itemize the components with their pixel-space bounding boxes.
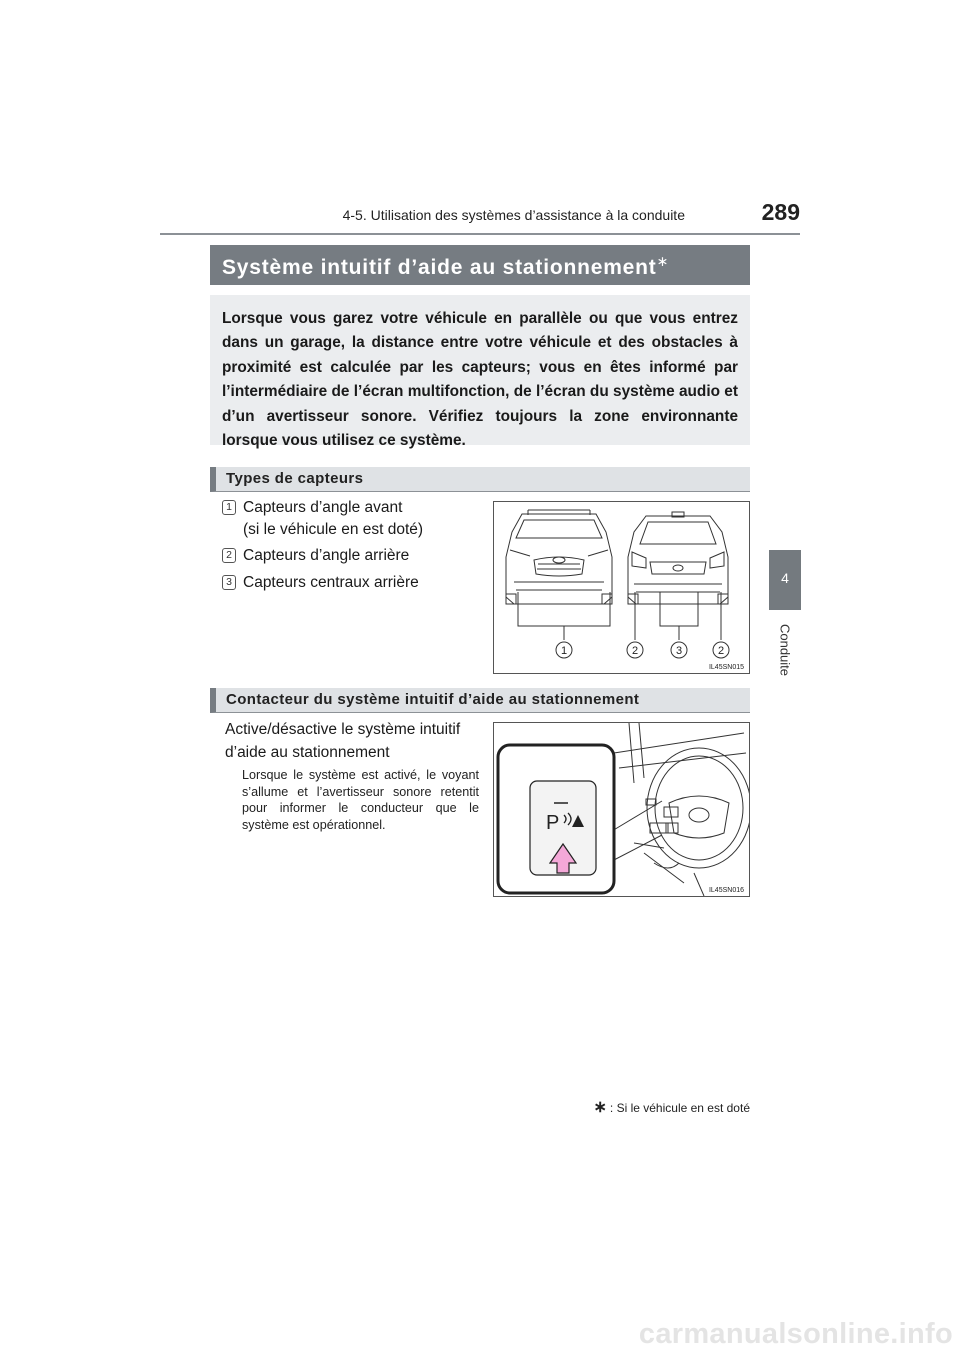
header-divider	[160, 233, 800, 235]
asterisk-icon: ∗	[593, 1099, 607, 1116]
callout-number: 2	[222, 548, 236, 563]
page-number: 289	[761, 199, 800, 225]
list-item-subtext: (si le véhicule en est doté)	[243, 521, 424, 538]
switch-note: Lorsque le système est activé, le voyant s’allume et l’avertisseur sonore retentit pour informer le conducteur que le système est opérationnel.	[242, 768, 479, 832]
vehicle-front-rear-illustration	[494, 502, 749, 673]
callout-number: 3	[222, 575, 236, 590]
footnote-text: : Si le véhicule en est doté	[609, 1101, 750, 1115]
switch-button-label: P	[546, 812, 560, 834]
figure-code: IL45SN016	[708, 887, 744, 894]
chapter-label: Conduite	[777, 623, 793, 677]
intro-paragraph: Lorsque vous garez votre véhicule en parallèle ou que vous entrez dans un garage, la distance entre votre véhicule et des obstacles à proximité est calculée par les capteurs; vous en êtes informé par l’intermédiaire de l’écran multifonction, de l’écran du système audio et d’un avertisseur sonore. Vérifiez toujours la zone environnante lorsque vous utilisez ce système.	[210, 295, 750, 445]
list-item	[222, 545, 482, 567]
page-title-text: Système intuitif d’aide au stationnement	[222, 256, 657, 279]
list-item	[222, 572, 482, 594]
watermark: carmanualsonline.info	[638, 1318, 953, 1350]
dashboard-switch-illustration	[494, 723, 749, 896]
footnote	[540, 1097, 750, 1117]
list-item-text: Capteurs d’angle arrière	[243, 547, 410, 564]
chapter-label-container	[769, 615, 801, 685]
list-item-text: Capteurs d’angle avant	[243, 499, 403, 516]
asterisk-icon: ∗	[656, 253, 670, 269]
sensor-types-heading: Types de capteurs	[210, 467, 750, 492]
chapter-tab[interactable]	[769, 550, 801, 610]
section-header: 4-5. Utilisation des systèmes d’assistance à la conduite	[342, 207, 685, 223]
switch-description: Active/désactive le système intuitif d’aide au stationnement	[225, 721, 461, 761]
switch-heading: Contacteur du système intuitif d’aide au stationnement	[210, 688, 750, 713]
figure-code: IL45SN015	[708, 664, 744, 671]
switch-location-figure	[493, 722, 750, 897]
callout-label: 3	[675, 645, 683, 657]
callout-label: 1	[560, 645, 568, 657]
page-title	[210, 245, 750, 285]
list-item	[222, 497, 482, 541]
callout-label: 2	[631, 645, 639, 657]
chapter-number: 4	[781, 570, 789, 586]
callout-number: 1	[222, 500, 236, 515]
callout-label: 2	[717, 645, 725, 657]
sensor-location-figure	[493, 501, 750, 674]
list-item-text: Capteurs centraux arrière	[243, 574, 419, 591]
